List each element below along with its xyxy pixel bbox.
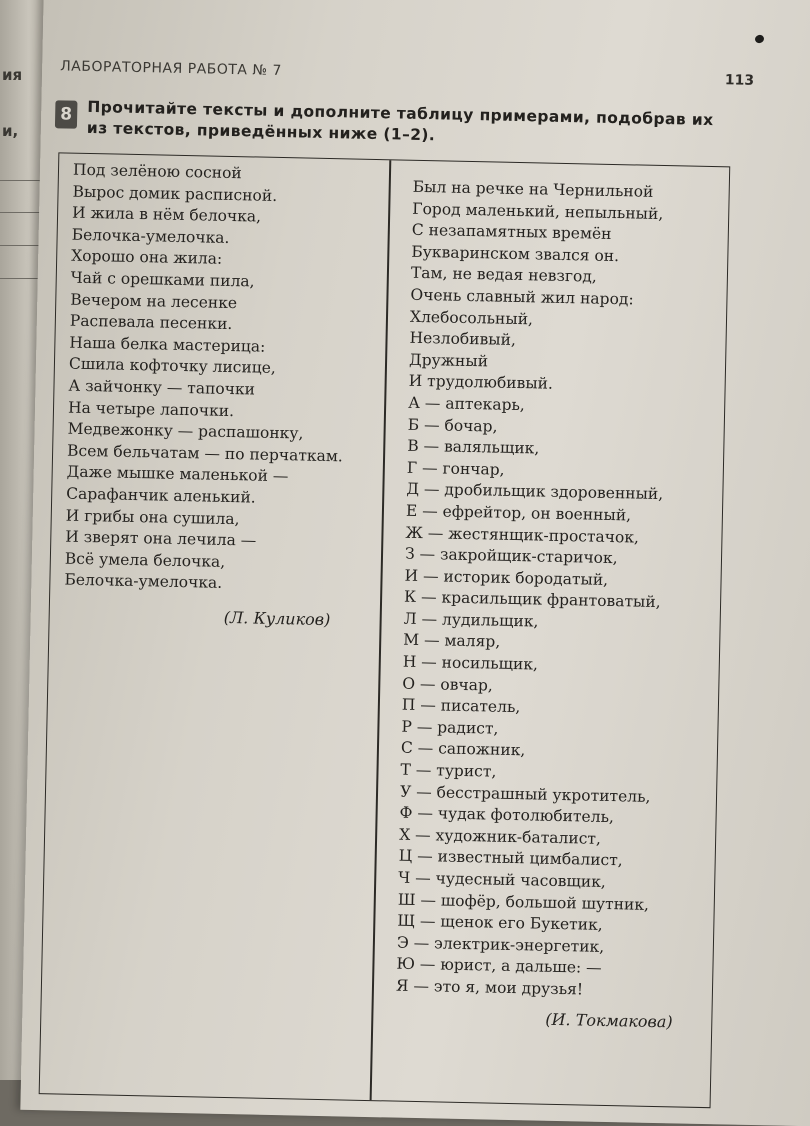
book-page [20,0,810,1126]
poem-author: (Л. Куликов) [223,607,331,630]
poem-line: Сшила кофточку лисице, [68,354,277,378]
poem-line: Там, не ведая невзгод, [410,264,598,287]
poem-line: Хлебосольный, [409,307,534,328]
poem-line: Незлобивый, [409,328,517,350]
poem-line: Е — ефрейтор, он военный, [405,501,632,525]
poem-line: Белочка-умелочка. [64,570,223,593]
page-number: 113 [724,72,755,89]
poem-line: Дружный [408,350,489,371]
poem-line: Вырос домик расписной. [72,182,278,205]
poem-line: У — бесстрашный укротитель, [399,782,651,806]
poem-right-column [395,177,723,1033]
poem-line: На четыре лапочки. [67,398,235,420]
previous-page-table-line [0,212,40,213]
poem-line: П — писатель, [401,695,521,717]
poem-line: И жила в нём белочка, [71,203,262,226]
poem-author: (И. Токмакова) [545,1009,673,1031]
poem-line: Л — лудильщик, [403,609,539,631]
poem-line: Т — турист, [400,760,497,781]
poem-line: М — маляр, [403,631,501,652]
task-number-badge: 8 [55,100,78,128]
poem-line: Ш — шофёр, большой шутник, [397,890,650,914]
poem-line: И грибы она сушила, [65,506,240,528]
poem-line: Щ — щенок его Букетик, [397,911,603,935]
poem-line: Чай с орешками пила, [70,268,255,291]
poem-line: Б — бочар, [407,415,498,436]
poem-line: Очень славный жил народ: [410,285,634,309]
poem-line: Вечером на лесенке [70,290,238,312]
poem-line: Я — это я, мои друзья! [395,976,584,999]
poem-left-column [63,160,373,632]
poem-line: И — историк бородатый, [404,566,609,589]
poem-line: С — сапожник, [400,739,526,760]
poem-line: В — валяльщик, [407,436,540,458]
poem-line: Ф — чудак фотолюбитель, [399,803,615,827]
poem-line: Д — дробильщик здоровенный, [406,480,664,504]
poem-line: Распевала песенки. [69,311,233,334]
poem-line: Ч — чудесный часовщик, [398,868,607,891]
poem-line: Н — носильщик, [402,652,539,674]
task-instruction: Прочитайте тексты и дополните таблицу примерами, подобрав их из текстов, приведённых ниже (1–2). [86,97,714,145]
poem-line: Белочка-умелочка. [71,225,230,247]
previous-page-table-line [0,245,40,246]
previous-page-fragment: и, [2,122,19,140]
poem-line: Г — гончар, [406,458,505,479]
poem-line: И зверят она лечила — [65,527,257,550]
poem-line: Всё умела белочка, [64,549,226,571]
poem-line: А зайчонку — тапочки [68,376,256,399]
poem-line: К — красильщик франтоватый, [403,587,661,612]
poem-line: О — овчар, [402,674,493,695]
page-header-title: ЛАБОРАТОРНАЯ РАБОТА № 7 [60,58,283,79]
poem-line: Под зелёною сосной [72,160,242,183]
poem-line: Э — электрик-энергетик, [396,933,605,956]
poem-line: С незапамятных времён [411,220,612,244]
poem-line: З — закройщик-старичок, [404,544,618,568]
poem-line: Ц — известный цимбалист, [398,847,623,870]
previous-page-table-line [0,180,40,181]
poem-line: А — аптекарь, [408,393,526,415]
previous-page-fragment: ия [2,66,23,84]
poem-line: Хорошо она жила: [71,247,223,269]
poem-line: Сарафанчик аленький. [66,484,256,507]
previous-page-table-line [0,278,40,279]
poem-line: Город маленький, непыльный, [412,199,664,223]
table-column-divider [370,160,391,1100]
poem-line: Наша белка мастерица: [69,333,266,356]
poem-line: Медвежонку — распашонку, [67,419,304,443]
poem-line: Ю — юрист, а дальше: — [396,954,602,978]
poems-table [39,152,731,1108]
poem-line: Ж — жестянщик-простачок, [405,523,640,547]
poem-line: Даже мышке маленькой — [66,462,289,486]
poem-line: Х — художник-баталист, [398,825,602,848]
poem-line: И трудолюбивый. [408,372,554,394]
poem-line: Букваринском звался он. [411,242,620,265]
poem-line: Р — радист, [401,717,499,738]
poem-line: Был на речке на Чернильной [412,177,654,201]
poem-line: Всем бельчатам — по перчаткам. [66,441,344,466]
